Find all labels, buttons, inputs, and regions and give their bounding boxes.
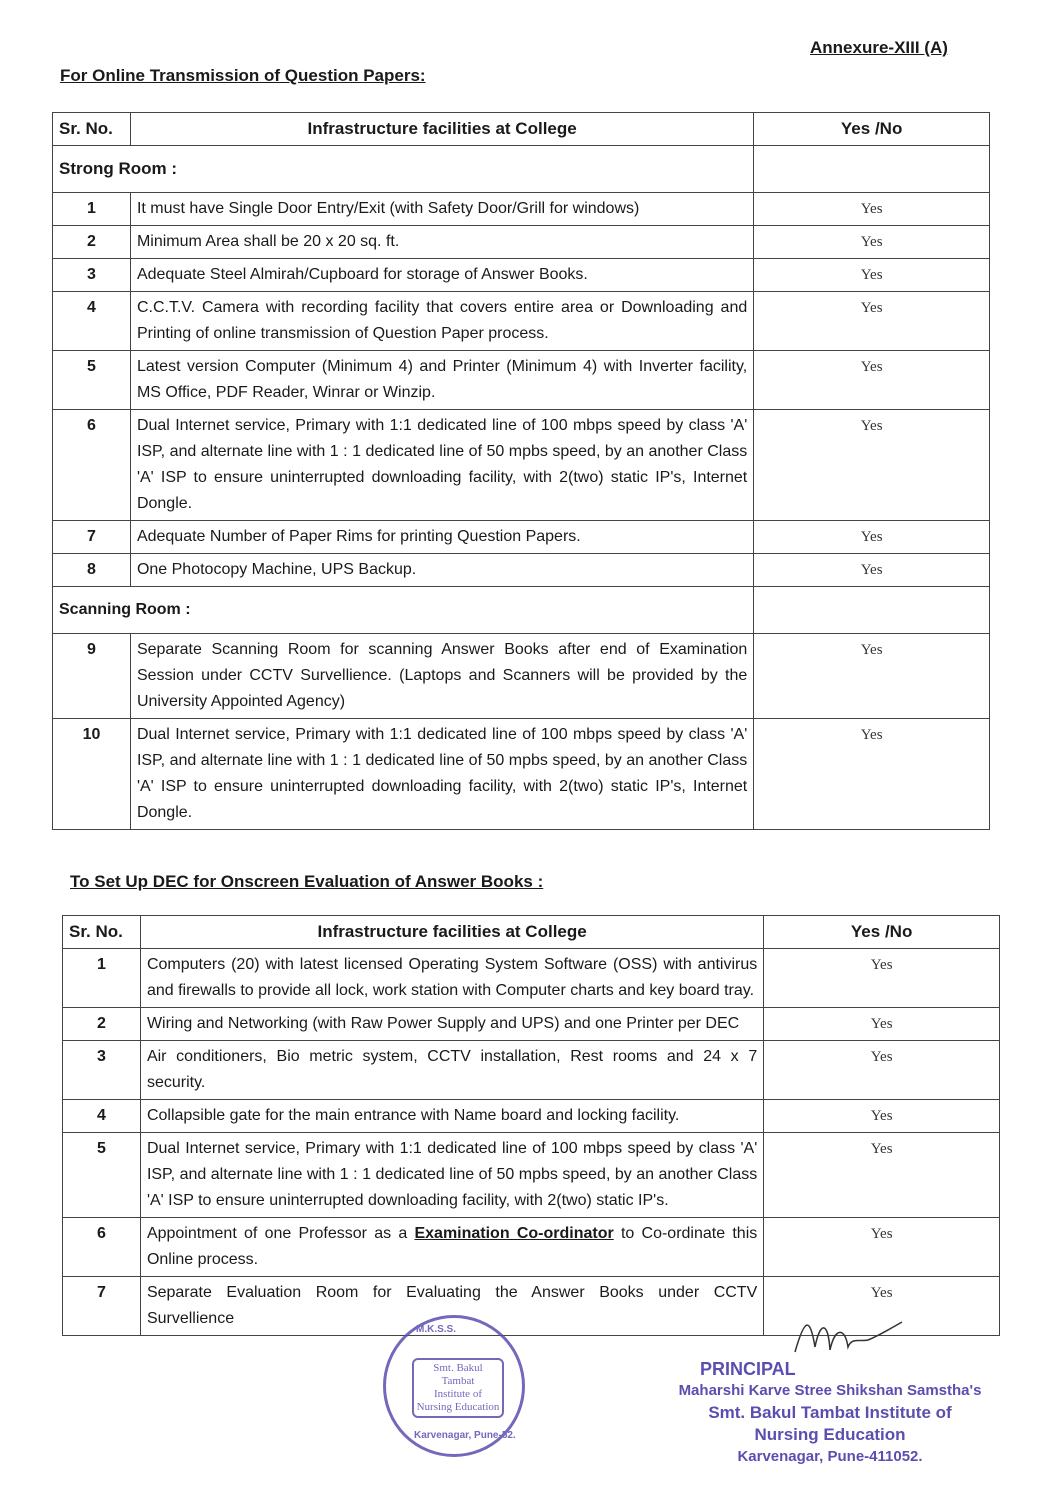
principal-stamp xyxy=(640,1358,1020,1468)
row-text: Dual Internet service, Primary with 1:1 dedicated line of 100 mbps speed by class 'A' ISP, and alternate line with 1 : 1 dedicated line of 50 mpbs speed, by an another Class 'A' ISP to ensure uninterrupted downloading facility, with 2(two) static IP's, Internet Dongle. xyxy=(130,410,753,521)
table-row xyxy=(53,521,990,554)
table-row xyxy=(53,554,990,587)
row-sr: 7 xyxy=(53,521,131,554)
table-row xyxy=(53,193,990,226)
row-text: Adequate Number of Paper Rims for printing Question Papers. xyxy=(130,521,753,554)
row-text: Wiring and Networking (with Raw Power Supply and UPS) and one Printer per DEC xyxy=(140,1008,763,1041)
signature-icon xyxy=(790,1312,910,1362)
scanning-room-row xyxy=(53,587,990,634)
table-row xyxy=(63,1008,1000,1041)
row-answer: Yes xyxy=(754,719,990,830)
row-answer: Yes xyxy=(764,1277,1000,1336)
principal-address: Karvenagar, Pune-411052. xyxy=(737,1448,923,1465)
col-yesno-header: Yes /No xyxy=(754,113,990,146)
row-answer: Yes xyxy=(764,1100,1000,1133)
row-answer: Yes xyxy=(754,410,990,521)
principal-institute-2: Nursing Education xyxy=(754,1425,906,1444)
strong-room-row xyxy=(53,146,990,193)
row-sr: 4 xyxy=(63,1100,141,1133)
dec-setup-table xyxy=(62,915,1000,1336)
col-infra-header: Infrastructure facilities at College xyxy=(130,113,753,146)
row-sr: 2 xyxy=(63,1008,141,1041)
principal-org: Maharshi Karve Stree Shikshan Samstha's xyxy=(678,1382,982,1399)
row-text: Minimum Area shall be 20 x 20 sq. ft. xyxy=(130,226,753,259)
seal-line-1: Smt. Bakul Tambat xyxy=(433,1362,483,1387)
row-sr: 8 xyxy=(53,554,131,587)
table-row xyxy=(53,259,990,292)
seal-line-2: Institute of xyxy=(434,1388,482,1400)
online-transmission-table xyxy=(52,112,990,830)
row-answer: Yes xyxy=(764,949,1000,1008)
table-row xyxy=(53,292,990,351)
row-sr: 2 xyxy=(53,226,131,259)
row-answer: Yes xyxy=(764,1008,1000,1041)
row-sr: 7 xyxy=(63,1277,141,1336)
row-text: Air conditioners, Bio metric system, CCTV installation, Rest rooms and 24 x 7 security. xyxy=(140,1041,763,1100)
col-yesno-header: Yes /No xyxy=(764,916,1000,949)
row-text: Separate Scanning Room for scanning Answer Books after end of Examination Session under CCTV Survellience. (Laptops and Scanners will be provided by the University Appointed Agency) xyxy=(130,634,753,719)
row-sr: 3 xyxy=(53,259,131,292)
table-row xyxy=(53,226,990,259)
row-sr: 10 xyxy=(53,719,131,830)
institution-seal xyxy=(383,1315,525,1457)
row-answer: Yes xyxy=(764,1218,1000,1277)
strong-room-label: Strong Room : xyxy=(53,146,754,193)
row-answer: Yes xyxy=(754,259,990,292)
row-sr: 5 xyxy=(53,351,131,410)
row-sr: 6 xyxy=(63,1218,141,1277)
row-text-end: to Co-ordinate this Online process. xyxy=(146,1225,758,1268)
col-sr-header: Sr. No. xyxy=(53,113,131,146)
row-text: Latest version Computer (Minimum 4) and Printer (Minimum 4) with Inverter facility, MS Office, PDF Reader, Winrar or Winzip. xyxy=(130,351,753,410)
row-text: Adequate Steel Almirah/Cupboard for storage of Answer Books. xyxy=(130,259,753,292)
row-sr: 5 xyxy=(63,1133,141,1218)
principal-institute: Smt. Bakul Tambat Institute of xyxy=(708,1403,952,1422)
row-text: One Photocopy Machine, UPS Backup. xyxy=(130,554,753,587)
section1-heading: For Online Transmission of Question Papers: xyxy=(60,66,426,85)
table-row xyxy=(53,719,990,830)
col-sr-header: Sr. No. xyxy=(63,916,141,949)
row-answer: Yes xyxy=(764,1041,1000,1100)
table-row xyxy=(63,1100,1000,1133)
row-answer: Yes xyxy=(754,554,990,587)
row-sr: 1 xyxy=(63,949,141,1008)
table-row xyxy=(63,1133,1000,1218)
seal-ring-bottom: Karvenagar, Pune-52. xyxy=(414,1430,516,1441)
row-text: Separate Evaluation Room for Evaluating the Answer Books under CCTV Survellience xyxy=(140,1277,763,1336)
row-text: Collapsible gate for the main entrance with Name board and locking facility. xyxy=(140,1100,763,1133)
table-row xyxy=(63,949,1000,1008)
row-text-start: Appointment of one Professor as a xyxy=(146,1225,415,1242)
row-text: Computers (20) with latest licensed Operating System Software (OSS) with antivirus and firewalls to provide all lock, work station with Computer charts and key board tray. xyxy=(140,949,763,1008)
row-sr: 1 xyxy=(53,193,131,226)
seal-ring-top: M.K.S.S. xyxy=(416,1324,457,1335)
row-text xyxy=(140,1218,763,1277)
coordinator-emphasis: Examination Co-ordinator xyxy=(414,1225,614,1242)
row-answer: Yes xyxy=(754,226,990,259)
table-row xyxy=(53,410,990,521)
row-text: Dual Internet service, Primary with 1:1 dedicated line of 100 mbps speed by class 'A' ISP, and alternate line with 1 : 1 dedicated line of 50 mpbs speed, by an another Class 'A' ISP to ensure uninterrupted downloading facility, with 2(two) static IP's, Internet Dongle. xyxy=(130,719,753,830)
row-text: It must have Single Door Entry/Exit (with Safety Door/Grill for windows) xyxy=(130,193,753,226)
row-answer: Yes xyxy=(754,521,990,554)
scanning-room-label: Scanning Room : xyxy=(53,587,754,634)
row-answer: Yes xyxy=(754,292,990,351)
seal-inner-box xyxy=(412,1358,504,1418)
row-text: C.C.T.V. Camera with recording facility that covers entire area or Downloading and Printing of online transmission of Question Paper process. xyxy=(130,292,753,351)
row-answer: Yes xyxy=(754,634,990,719)
table-header-row xyxy=(63,916,1000,949)
table-row xyxy=(63,1041,1000,1100)
row-sr: 3 xyxy=(63,1041,141,1100)
row-answer: Yes xyxy=(754,193,990,226)
table-row xyxy=(63,1218,1000,1277)
row-text: Dual Internet service, Primary with 1:1 dedicated line of 100 mbps speed by class 'A' ISP, and alternate line with 1 : 1 dedicated line of 50 mpbs speed, by an another Class 'A' ISP to ensure uninterrupted downloading facility, with 2(two) static IP's. xyxy=(140,1133,763,1218)
section2-heading: To Set Up DEC for Onscreen Evaluation of Answer Books : xyxy=(70,872,544,891)
seal-line-3: Nursing Education xyxy=(416,1401,500,1413)
table-header-row xyxy=(53,113,990,146)
row-sr: 6 xyxy=(53,410,131,521)
annexure-label: Annexure-XIII (A) xyxy=(810,38,948,57)
col-infra-header: Infrastructure facilities at College xyxy=(140,916,763,949)
table-row xyxy=(53,351,990,410)
row-answer: Yes xyxy=(764,1133,1000,1218)
row-answer: Yes xyxy=(754,351,990,410)
row-sr: 9 xyxy=(53,634,131,719)
table-row xyxy=(53,634,990,719)
principal-title: PRINCIPAL xyxy=(700,1359,796,1379)
row-sr: 4 xyxy=(53,292,131,351)
